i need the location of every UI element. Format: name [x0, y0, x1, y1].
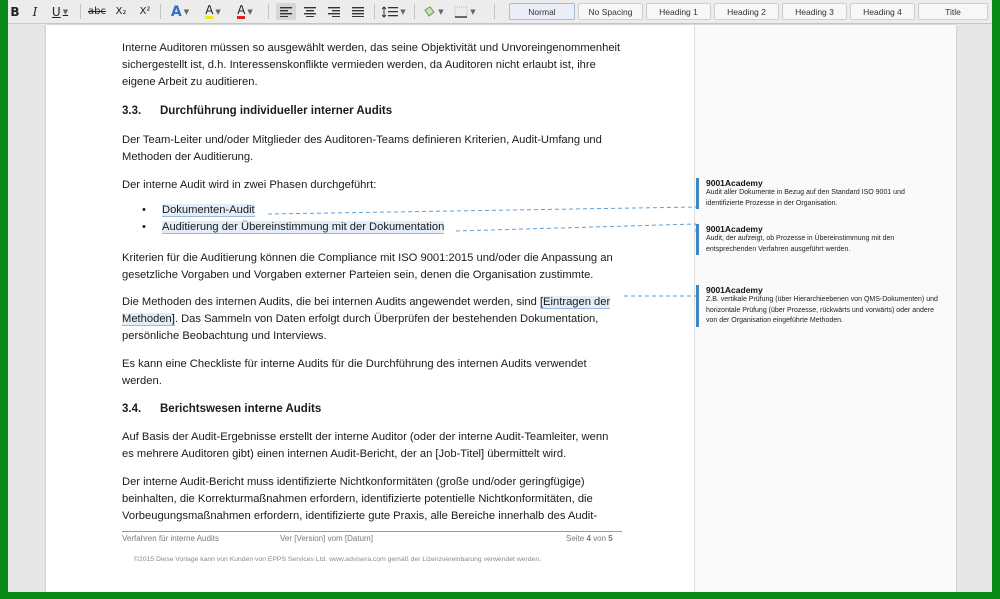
paragraph[interactable]: Der Team-Leiter und/oder Mitglieder des Auditoren-Teams definieren Kriterien, Audit-Umfang und Methoden der Auditierung.	[122, 134, 602, 163]
chevron-down-icon: ▼	[62, 7, 69, 16]
comment-text: Z.B. vertikale Prüfung (über Hierarchieebenen von QMS-Dokumenten) und horizontale Prüfung (über Prozesse, rückwärts und vorwärts) oder andere von der Organisation eingeführte Methoden.	[706, 296, 938, 324]
comment-balloon[interactable]	[696, 178, 941, 209]
list-item[interactable]	[142, 204, 255, 216]
footer-copyright: ©2015 Diese Vorlage kann von Kunden von EPPS Services Ltd. www.advisera.com gemäß der Lizenzvereinbarung verwendet werden.	[134, 556, 542, 563]
commented-text[interactable]: Dokumenten-Audit	[162, 204, 255, 216]
heading-number: 3.4.	[122, 403, 142, 415]
footer-page-number	[566, 534, 613, 543]
heading-number: 3.3.	[122, 105, 142, 117]
paragraph[interactable]: Der interne Audit-Bericht muss identifizierte Nichtkonformitäten (große und/oder geringfügige) beinhalten, die Korrekturmaßnahmen erfordern, identifizierte potentielle Nichtkonformitäten, die Vorbeugungsmaßnahmen erfordern, identifizierte gute Praxis, alle Bereiche innerhalb des Audit-	[122, 476, 598, 522]
comment-connector	[456, 224, 696, 232]
style-normal[interactable]: Normal	[509, 3, 575, 20]
comment-text: Audit aller Dokumente in Bezug auf den Standard ISO 9001 und identifizierte Prozesse in der Organisation.	[706, 189, 905, 207]
toolbar-divider	[494, 4, 495, 19]
comment-author: 9001Academy	[706, 285, 763, 295]
style-title[interactable]: Title	[918, 3, 988, 20]
align-left-icon	[280, 7, 292, 17]
text-effects-label: A	[170, 3, 182, 20]
text-effects-button[interactable]	[166, 3, 194, 20]
paragraph-text: Die Methoden des internen Audits, die bei internen Audits angewendet werden, sind	[122, 296, 540, 308]
paint-bucket-icon	[422, 6, 436, 18]
comment-connector	[268, 207, 696, 214]
heading-title: Durchführung individueller interner Audits	[160, 105, 393, 117]
toolbar-divider	[374, 4, 375, 19]
highlight-button[interactable]	[198, 3, 228, 20]
paragraph[interactable]: Der interne Audit wird in zwei Phasen durchgeführt:	[122, 179, 377, 191]
align-right-button[interactable]	[324, 3, 344, 20]
superscript-button[interactable]: X²	[139, 6, 151, 17]
comment-balloon[interactable]	[696, 285, 941, 327]
footer-divider	[122, 531, 622, 532]
commented-text[interactable]: [Eintragen der Methoden]	[122, 296, 611, 325]
font-color-label: A	[237, 3, 246, 17]
paragraph-text: . Das Sammeln von Daten erfolgt durch Überprüfen der bestehenden Dokumentation, persönliche Beobachtung und Interviews.	[122, 313, 599, 342]
toolbar-divider	[160, 4, 161, 19]
align-center-button[interactable]	[300, 3, 320, 20]
font-color-button[interactable]	[230, 3, 260, 20]
page-current: 4	[586, 534, 591, 543]
style-heading-3[interactable]: Heading 3	[782, 3, 847, 20]
chevron-down-icon: ▼	[438, 7, 444, 16]
comment-author: 9001Academy	[706, 224, 763, 234]
commented-text[interactable]: Auditierung der Übereinstimmung mit der Dokumentation	[162, 221, 445, 233]
comment-author: 9001Academy	[706, 178, 763, 188]
chevron-down-icon: ▼	[247, 7, 253, 16]
shading-button[interactable]	[418, 3, 448, 20]
style-no-spacing[interactable]: No Spacing	[578, 3, 643, 20]
paragraph[interactable]: Auf Basis der Audit-Ergebnisse erstellt der interne Auditor (oder der interne Audit-Teamleiter, wenn es mehrere Auditoren gibt) einen internen Audit-Bericht, der an [Job-Titel] übermittelt wird.	[122, 431, 609, 460]
document-page[interactable]	[46, 25, 956, 592]
align-center-icon	[304, 7, 316, 17]
highlight-label: A	[205, 3, 214, 17]
paragraph[interactable]	[122, 294, 622, 345]
toolbar-divider	[80, 4, 81, 19]
subscript-button[interactable]: X₂	[115, 6, 127, 17]
chevron-down-icon: ▼	[215, 7, 221, 16]
align-left-button[interactable]	[276, 3, 296, 20]
paragraph[interactable]: Interne Auditoren müssen so ausgewählt werden, das seine Objektivität und Unvoreingenommenheit sichergestellt ist, d.h. Interessenskonflikte vermieden werden, da Auditoren nicht erlaubt ist, ihre eigene Arbeit zu auditieren.	[122, 42, 621, 88]
line-spacing-icon	[382, 6, 398, 18]
underline-button[interactable]	[52, 3, 68, 20]
justify-icon	[352, 7, 364, 17]
style-heading-4[interactable]: Heading 4	[850, 3, 915, 20]
chevron-down-icon: ▼	[470, 7, 476, 16]
chevron-down-icon: ▼	[183, 7, 190, 16]
align-right-icon	[328, 7, 340, 17]
formatting-toolbar	[8, 0, 992, 24]
comment-text: Audit, der aufzeigt, ob Prozesse in Übereinstimmung mit den entsprechenden Verfahren ausgeführt werden.	[706, 235, 895, 253]
heading-3-4[interactable]	[122, 403, 321, 415]
italic-button[interactable]: I	[32, 4, 38, 19]
line-spacing-button[interactable]	[378, 3, 410, 20]
toolbar-divider	[414, 4, 415, 19]
style-heading-1[interactable]: Heading 1	[646, 3, 711, 20]
bullet-icon: •	[142, 221, 146, 233]
page-mid: von	[590, 534, 609, 543]
heading-3-3[interactable]	[122, 105, 392, 117]
word-window	[8, 0, 992, 592]
heading-title: Berichtswesen interne Audits	[160, 403, 322, 415]
document-workspace[interactable]	[8, 25, 992, 592]
underline-label: U	[51, 4, 61, 19]
style-heading-2[interactable]: Heading 2	[714, 3, 779, 20]
page-prefix: Seite	[566, 534, 587, 543]
paragraph[interactable]: Kriterien für die Auditierung können die Compliance mit ISO 9001:2015 und/oder die Anpassung an gesetzliche Vorgaben und Vorgaben externer Parteien sein, denen die Organisation zustimmte.	[122, 252, 613, 281]
comment-balloon[interactable]	[696, 224, 941, 255]
justify-button[interactable]	[348, 3, 368, 20]
footer-version: Ver [Version] vom [Datum]	[280, 534, 373, 543]
strikethrough-button[interactable]: abc	[88, 6, 106, 17]
borders-icon	[454, 6, 468, 18]
toolbar-divider	[268, 4, 269, 19]
page-total: 5	[608, 534, 613, 543]
bullet-icon: •	[142, 204, 146, 216]
list-item[interactable]	[142, 221, 444, 233]
footer-title: Verfahren für interne Audits	[122, 534, 219, 543]
bold-button[interactable]: B	[10, 4, 20, 19]
borders-button[interactable]	[450, 3, 480, 20]
paragraph[interactable]: Es kann eine Checkliste für interne Audits für die Durchführung des internen Audits verwendet werden.	[122, 358, 587, 387]
chevron-down-icon: ▼	[400, 7, 406, 16]
